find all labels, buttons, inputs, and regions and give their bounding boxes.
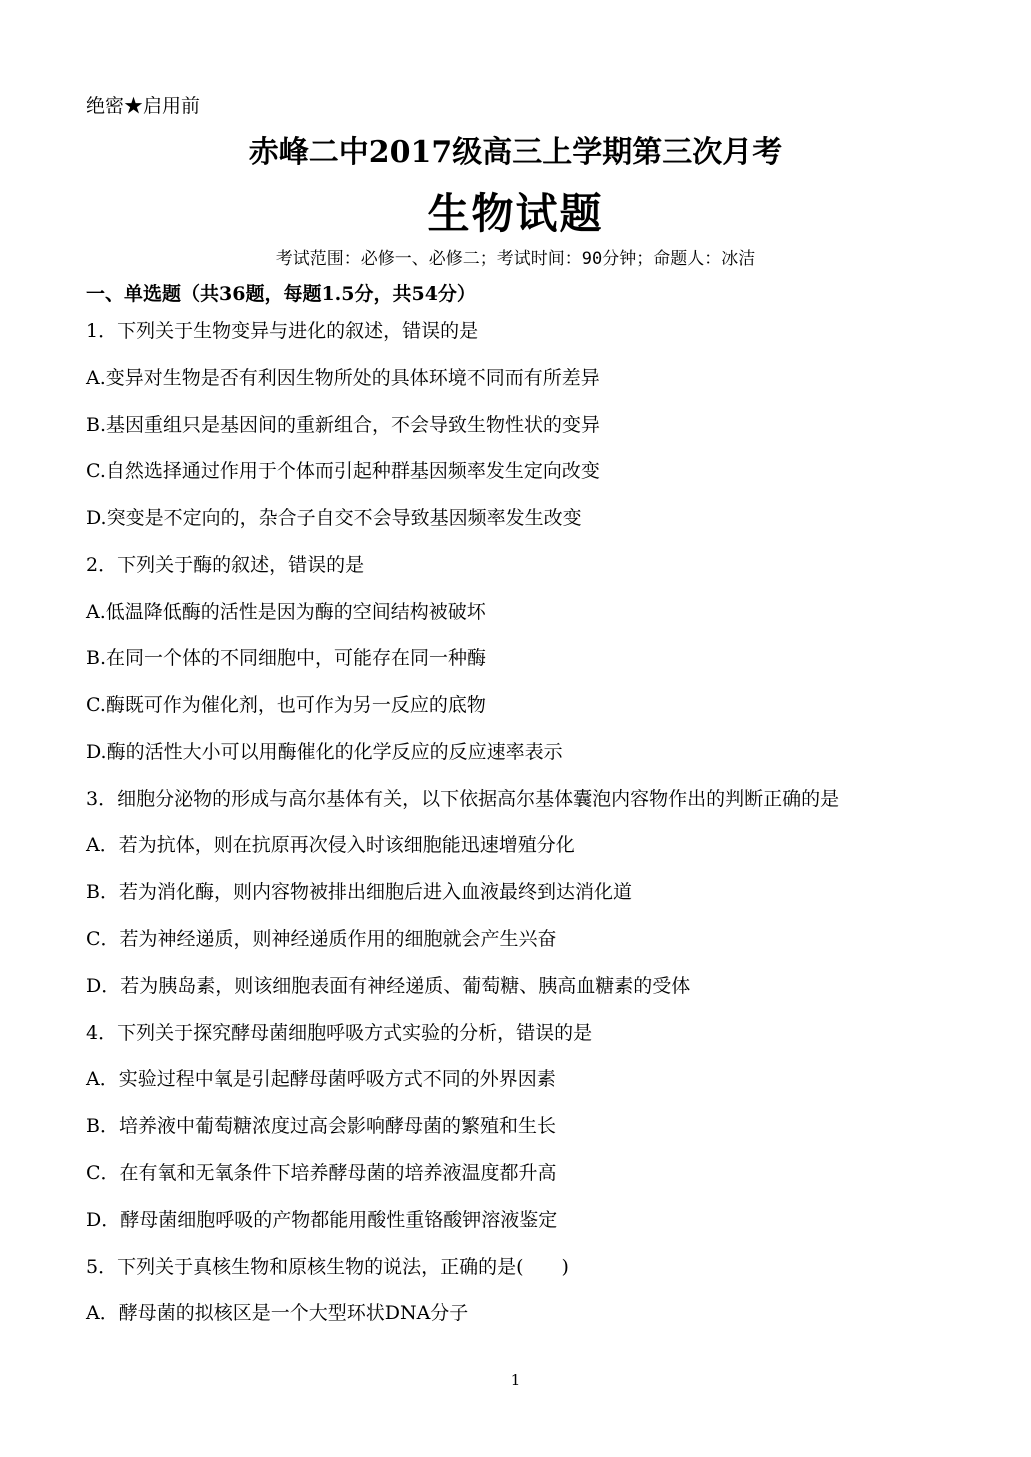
question-stem: 1．下列关于生物变异与进化的叙述，错误的是 (86, 320, 479, 342)
question-option: C．在有氧和无氧条件下培养酵母菌的培养液温度都升高 (86, 1162, 557, 1184)
page-number: 1 (510, 1371, 521, 1389)
question-option: B.在同一个体的不同细胞中，可能存在同一种酶 (86, 647, 487, 669)
confidential-label: 绝密★启用前 (86, 95, 201, 117)
question-option: B．若为消化酶，则内容物被排出细胞后进入血液最终到达消化道 (86, 881, 632, 903)
question-option: C.自然选择通过作用于个体而引起种群基因频率发生定向改变 (86, 460, 600, 482)
school-title: 赤峰二中2017级高三上学期第三次月考 (248, 135, 783, 170)
question-option: B．培养液中葡萄糖浓度过高会影响酵母菌的繁殖和生长 (86, 1115, 556, 1137)
question-option: C．若为神经递质，则神经递质作用的细胞就会产生兴奋 (86, 928, 557, 950)
exam-info: 考试范围：必修一、必修二；考试时间：90分钟；命题人：冰洁 (275, 249, 756, 269)
question-stem: 5．下列关于真核生物和原核生物的说法，正确的是( ) (86, 1256, 569, 1278)
question-option: A．若为抗体，则在抗原再次侵入时该细胞能迅速增殖分化 (86, 834, 575, 856)
question-option: A．实验过程中氧是引起酵母菌呼吸方式不同的外界因素 (86, 1068, 556, 1090)
question-option: D．酵母菌细胞呼吸的产物都能用酸性重铬酸钾溶液鉴定 (86, 1209, 558, 1231)
question-option: D.突变是不定向的，杂合子自交不会导致基因频率发生改变 (86, 507, 582, 529)
question-option: A．酵母菌的拟核区是一个大型环状DNA分子 (86, 1302, 469, 1324)
page-title: 生物试题 (427, 189, 604, 238)
question-stem: 4．下列关于探究酵母菌细胞呼吸方式实验的分析，错误的是 (86, 1022, 593, 1044)
question-option: A.变异对生物是否有利因生物所处的具体环境不同而有所差异 (86, 367, 600, 389)
question-option: A.低温降低酶的活性是因为酶的空间结构被破坏 (86, 601, 486, 623)
section-heading: 一、单选题（共36题，每题1.5分，共54分） (86, 283, 476, 305)
question-option: C.酶既可作为催化剂，也可作为另一反应的底物 (86, 694, 486, 716)
question-option: D．若为胰岛素，则该细胞表面有神经递质、葡萄糖、胰高血糖素的受体 (86, 975, 691, 997)
question-stem: 2．下列关于酶的叙述，错误的是 (86, 554, 365, 576)
question-option: B.基因重组只是基因间的重新组合，不会导致生物性状的变异 (86, 414, 601, 436)
question-option: D.酶的活性大小可以用酶催化的化学反应的反应速率表示 (86, 741, 563, 763)
question-stem: 3．细胞分泌物的形成与高尔基体有关，以下依据高尔基体囊泡内容物作出的判断正确的是 (86, 788, 840, 810)
